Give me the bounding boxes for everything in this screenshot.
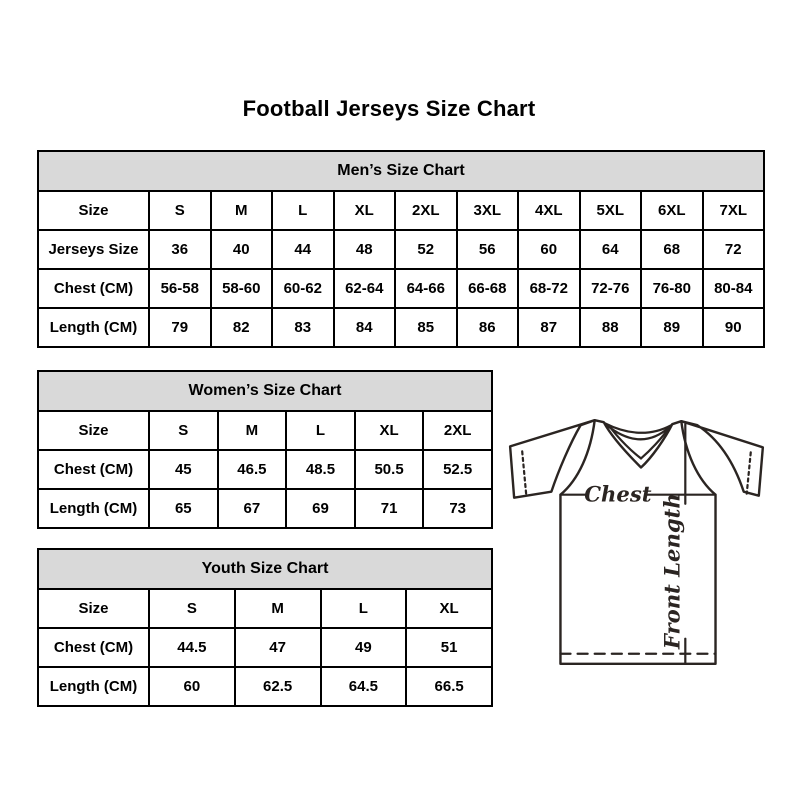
value-cell: 52.5 [423, 450, 492, 489]
value-cell: 64-66 [395, 269, 457, 308]
value-cell: 88 [580, 308, 642, 347]
value-cell: 48.5 [286, 450, 355, 489]
value-cell: 60 [518, 230, 580, 269]
value-cell: S [149, 411, 218, 450]
table-title: Men’s Size Chart [38, 151, 764, 191]
value-cell: 56-58 [149, 269, 211, 308]
value-cell: 65 [149, 489, 218, 528]
value-cell: 62.5 [235, 667, 321, 706]
row-label: Size [38, 411, 149, 450]
row-label: Jerseys Size [38, 230, 149, 269]
table-row [38, 191, 764, 230]
value-cell: 89 [641, 308, 703, 347]
value-cell: 5XL [580, 191, 642, 230]
value-cell: 66-68 [457, 269, 519, 308]
table-title: Women’s Size Chart [38, 371, 492, 411]
mens-size-table [37, 150, 765, 348]
value-cell: L [272, 191, 334, 230]
value-cell: L [286, 411, 355, 450]
front-length-measure-label: Front Length [659, 493, 685, 650]
value-cell: 69 [286, 489, 355, 528]
value-cell: 7XL [703, 191, 765, 230]
value-cell: 84 [334, 308, 396, 347]
table-title: Youth Size Chart [38, 549, 492, 589]
value-cell: 68-72 [518, 269, 580, 308]
value-cell: M [211, 191, 273, 230]
value-cell: 66.5 [406, 667, 492, 706]
value-cell: 82 [211, 308, 273, 347]
value-cell: 4XL [518, 191, 580, 230]
value-cell: 71 [355, 489, 424, 528]
table-row [38, 269, 764, 308]
value-cell: XL [334, 191, 396, 230]
value-cell: S [149, 191, 211, 230]
row-label: Size [38, 589, 149, 628]
table-title-row [38, 549, 492, 589]
table-row [38, 230, 764, 269]
row-label: Length (CM) [38, 308, 149, 347]
value-cell: 64 [580, 230, 642, 269]
value-cell: 46.5 [218, 450, 287, 489]
value-cell: 58-60 [211, 269, 273, 308]
table-row [38, 628, 492, 667]
value-cell: 50.5 [355, 450, 424, 489]
table-title-row [38, 371, 492, 411]
value-cell: 73 [423, 489, 492, 528]
value-cell: 45 [149, 450, 218, 489]
table-row [38, 308, 764, 347]
value-cell: 79 [149, 308, 211, 347]
value-cell: 2XL [423, 411, 492, 450]
value-cell: 40 [211, 230, 273, 269]
value-cell: 52 [395, 230, 457, 269]
value-cell: 44 [272, 230, 334, 269]
row-label: Chest (CM) [38, 628, 149, 667]
value-cell: L [321, 589, 407, 628]
table-title-row [38, 151, 764, 191]
value-cell: 60-62 [272, 269, 334, 308]
value-cell: XL [355, 411, 424, 450]
value-cell: 6XL [641, 191, 703, 230]
value-cell: 83 [272, 308, 334, 347]
row-label: Size [38, 191, 149, 230]
value-cell: 76-80 [641, 269, 703, 308]
value-cell: 85 [395, 308, 457, 347]
value-cell: 87 [518, 308, 580, 347]
value-cell: 80-84 [703, 269, 765, 308]
table-row [38, 667, 492, 706]
value-cell: 48 [334, 230, 396, 269]
value-cell: 67 [218, 489, 287, 528]
value-cell: 47 [235, 628, 321, 667]
table-row [38, 450, 492, 489]
row-label: Chest (CM) [38, 450, 149, 489]
value-cell: 64.5 [321, 667, 407, 706]
value-cell: 3XL [457, 191, 519, 230]
youth-size-table [37, 548, 493, 707]
value-cell: XL [406, 589, 492, 628]
value-cell: 86 [457, 308, 519, 347]
value-cell: 44.5 [149, 628, 235, 667]
value-cell: 62-64 [334, 269, 396, 308]
row-label: Chest (CM) [38, 269, 149, 308]
value-cell: 60 [149, 667, 235, 706]
row-label: Length (CM) [38, 489, 149, 528]
table-row [38, 589, 492, 628]
value-cell: 72 [703, 230, 765, 269]
jersey-measurement-diagram [494, 394, 786, 686]
value-cell: 68 [641, 230, 703, 269]
chest-measure-label: Chest [584, 481, 652, 507]
value-cell: 36 [149, 230, 211, 269]
row-label: Length (CM) [38, 667, 149, 706]
value-cell: M [235, 589, 321, 628]
value-cell: 56 [457, 230, 519, 269]
value-cell: 90 [703, 308, 765, 347]
womens-size-table [37, 370, 493, 529]
table-row [38, 411, 492, 450]
page-title: Football Jerseys Size Chart [242, 96, 536, 121]
value-cell: 72-76 [580, 269, 642, 308]
table-row [38, 489, 492, 528]
value-cell: 51 [406, 628, 492, 667]
value-cell: 2XL [395, 191, 457, 230]
value-cell: M [218, 411, 287, 450]
value-cell: 49 [321, 628, 407, 667]
value-cell: S [149, 589, 235, 628]
